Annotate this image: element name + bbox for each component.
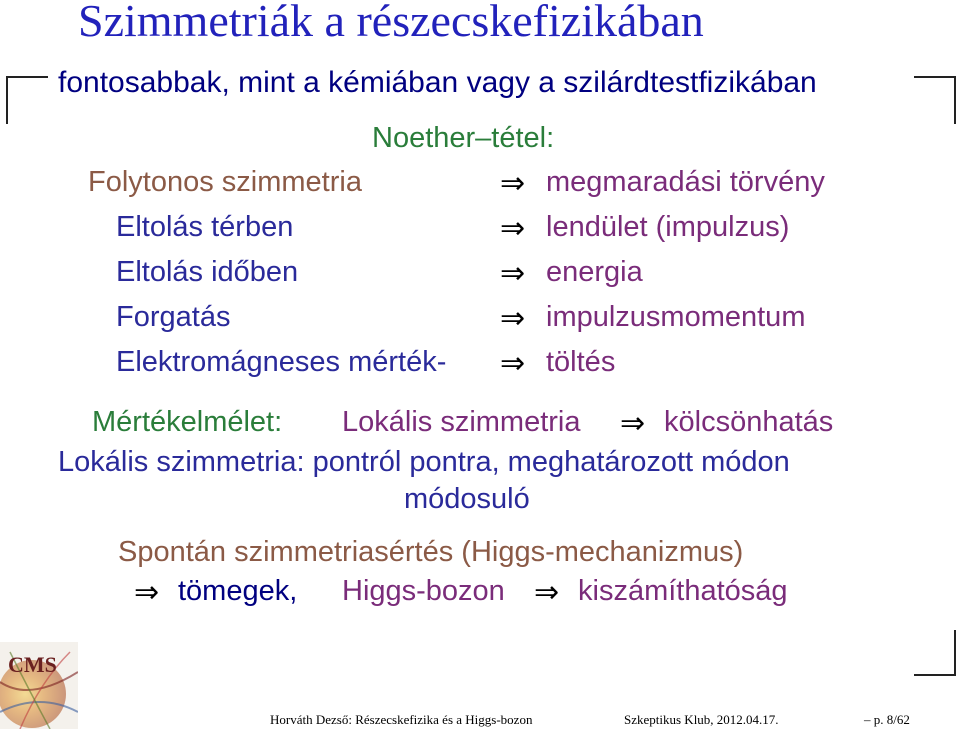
slide-title: Szimmetriák a részecskefizikában bbox=[78, 0, 704, 46]
implies-arrow-icon: ⇒ bbox=[500, 212, 526, 245]
row-left-rotation: Forgatás bbox=[116, 301, 231, 333]
gauge-local-symmetry: Lokális szimmetria bbox=[342, 406, 581, 438]
footer-event: Szkeptikus Klub, 2012.04.17. bbox=[624, 712, 779, 727]
row-left-em-gauge: Elektromágneses mérték- bbox=[116, 346, 447, 378]
row-left-space-translation: Eltolás térben bbox=[116, 211, 294, 243]
implies-arrow-icon: ⇒ bbox=[620, 407, 646, 440]
cms-logo-text: CMS bbox=[8, 652, 57, 677]
local-symmetry-line-2: módosuló bbox=[404, 483, 530, 515]
implies-arrow-icon: ⇒ bbox=[500, 347, 526, 380]
local-symmetry-line-1: Lokális szimmetria: pontról pontra, meghatározott módon bbox=[58, 446, 790, 478]
implies-arrow-icon: ⇒ bbox=[500, 167, 526, 200]
frame-corner-bottom-right bbox=[914, 630, 956, 676]
row-right-angular-momentum: impulzusmomentum bbox=[546, 301, 806, 333]
ssb-higgs-boson: Higgs-bozon bbox=[342, 575, 505, 607]
row-right-conservation-law: megmaradási törvény bbox=[546, 166, 825, 198]
ssb-heading: Spontán szimmetriasértés (Higgs-mechanizmus) bbox=[118, 536, 744, 568]
frame-corner-top-left bbox=[6, 76, 48, 124]
row-right-momentum: lendület (impulzus) bbox=[546, 211, 790, 243]
implies-arrow-icon: ⇒ bbox=[500, 257, 526, 290]
footer-author: Horváth Dezső: Részecskefizika és a Higgs-bozon bbox=[270, 712, 533, 727]
footer-page-number: – p. 8/62 bbox=[864, 712, 910, 727]
subtitle: fontosabbak, mint a kémiában vagy a szilárdtestfizikában bbox=[58, 66, 817, 99]
row-left-continuous-symmetry: Folytonos szimmetria bbox=[88, 166, 362, 198]
ssb-calculability: kiszámíthatóság bbox=[578, 575, 788, 607]
row-right-charge: töltés bbox=[546, 346, 616, 378]
gauge-theory-label: Mértékelmélet: bbox=[92, 406, 283, 438]
row-right-energy: energia bbox=[546, 256, 643, 288]
gauge-interaction: kölcsönhatás bbox=[664, 406, 834, 438]
implies-arrow-icon: ⇒ bbox=[500, 302, 526, 335]
frame-corner-top-right bbox=[914, 76, 956, 124]
implies-arrow-icon: ⇒ bbox=[134, 576, 160, 609]
ssb-masses: tömegek, bbox=[178, 575, 298, 607]
row-left-time-translation: Eltolás időben bbox=[116, 256, 299, 288]
cms-logo bbox=[0, 642, 78, 729]
noether-heading: Noether–tétel: bbox=[372, 122, 555, 154]
implies-arrow-icon: ⇒ bbox=[534, 576, 560, 609]
